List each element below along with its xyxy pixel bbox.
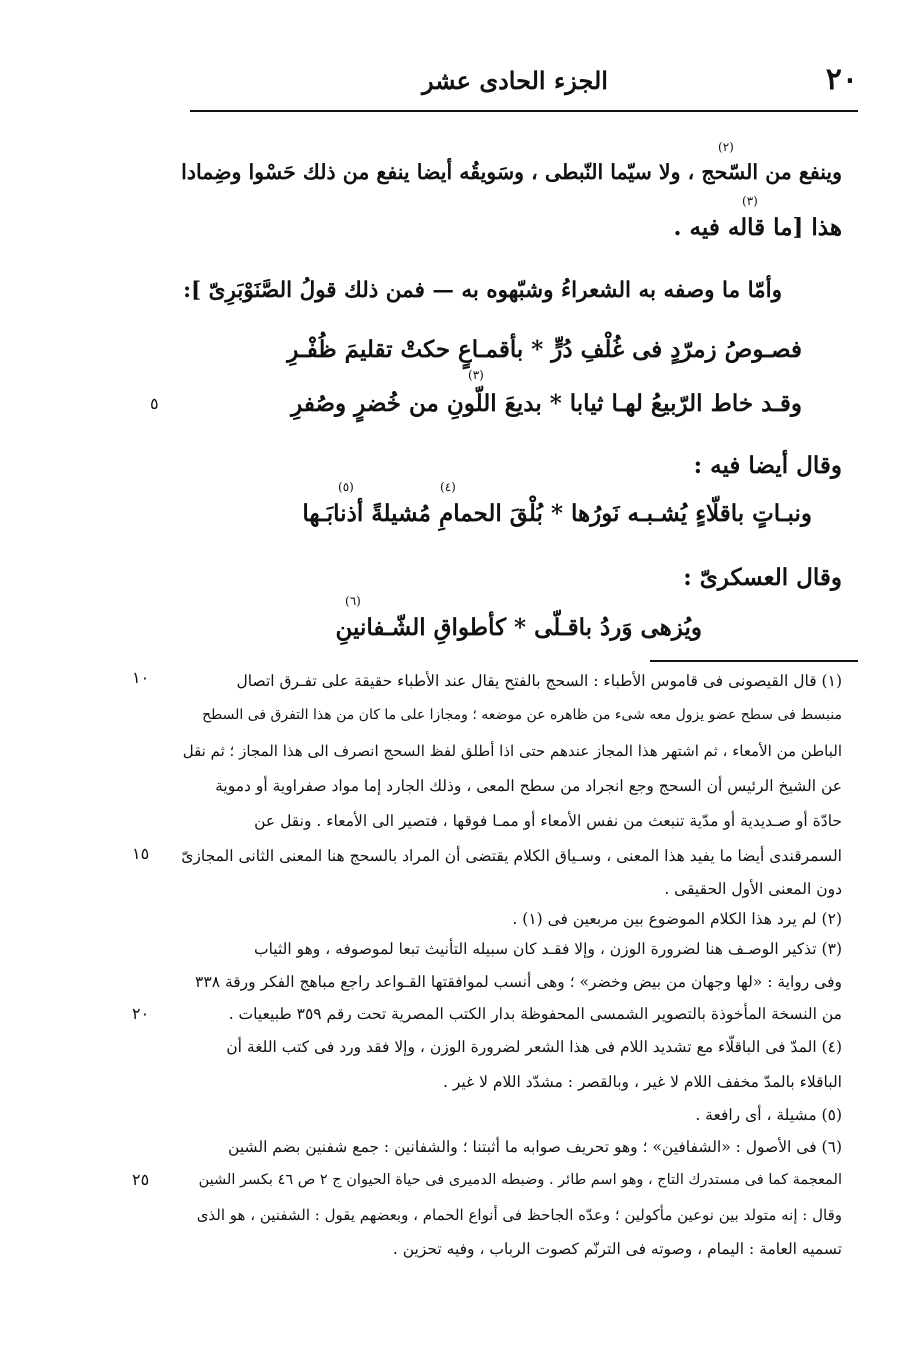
footnote-line: (٢) لم يرد هذا الكلام الموضوع بين مربعين فى (١) . bbox=[512, 910, 842, 928]
line-number: ١٠ bbox=[132, 668, 150, 687]
superscript-3-marker: (٣) bbox=[742, 194, 758, 208]
footnote-line: الباقلاء بالمدّ مخفف اللام لا غير ، وبالقصر : مشدّد اللام لا غير . bbox=[443, 1073, 842, 1091]
main-line-4: وقال أيضا فيه : bbox=[693, 452, 842, 479]
superscript-6: (٦) bbox=[345, 594, 361, 608]
superscript-2: (٢) bbox=[718, 140, 734, 154]
footnote-line: (٣) تذكير الوصـف هنا لضرورة الوزن ، وإلا فقـد كان سبيله التأنيث تبعا لموصوفه ، وهو الثياب bbox=[253, 940, 842, 958]
footnote-line: من النسخة المأخوذة بالتصوير الشمسى المحفوظة بدار الكتب المصرية تحت رقم ٣٥٩ طبيعيات . bbox=[228, 1005, 842, 1023]
superscript-3: (٣) bbox=[468, 368, 484, 382]
footnote-line: (٦) فى الأصول : «الشفافين» ؛ وهو تحريف صوابه ما أثبتنا ؛ والشفانين : جمع شفنين بضم الشين bbox=[228, 1138, 842, 1156]
footnote-line: عن الشيخ الرئيس أن السحج وجع انجراد من سطح المعى ، وذلك الجارد إما مواد صفراوية أو دموية bbox=[215, 777, 842, 795]
page-header bbox=[190, 62, 858, 102]
verse-2: وقـد خاط الرّبيعُ لهـا ثيابا * بديعَ اللّونِ من خُضرٍ وصُفرِ bbox=[291, 390, 802, 417]
footnote-line: الباطن من الأمعاء ، ثم اشتهر هذا المجاز عندهم حتى اذا أطلق لفظ السحج انصرف الى هذا المجاز ؛ ثم نقل bbox=[182, 742, 842, 760]
main-line-3: وأمّا ما وصفه به الشعراءُ وشبّهوه به — فمن ذلك قولُ الصَّنَوْبَرِىّ ]: bbox=[183, 278, 782, 303]
footnote-line: (٤) المدّ فى الباقلّاء مع تشديد اللام فى هذا الشعر لضرورة الوزن ، وإلا فقد ورد فى كتب اللغة أن bbox=[226, 1038, 842, 1056]
header-rule bbox=[190, 110, 858, 112]
footnote-line: وفى رواية : «لها وجهان من بيض وخضر» ؛ وهى أنسب لموافقتها القـواعد راجع مباهج الفكر ورقة ٣٣٨ bbox=[195, 973, 842, 991]
line-number: ١٥ bbox=[132, 844, 150, 863]
footnote-line: وقال : إنه متولد بين نوعين مأكولين ؛ وعدّه الجاحظ فى أنواع الحمام ، وبعضهم يقول : الشفنين ، هو الذى bbox=[196, 1206, 842, 1224]
running-title: الجزء الحادى عشر bbox=[422, 66, 608, 95]
superscript-5: (٥) bbox=[338, 480, 354, 494]
main-line-2: هذا [ما قاله فيه . bbox=[673, 214, 842, 241]
footnote-line: منبسط فى سطح عضو يزول معه شىء من ظاهره عن موضعه ؛ ومجازا على ما كان من هذا التفرق فى السطح bbox=[202, 707, 842, 723]
footnote-line: (٥) مشيلة ، أى رافعة . bbox=[695, 1106, 842, 1124]
footnote-line: (١) قال القيصونى فى قاموس الأطباء : السحج بالفتح يقال عند الأطباء حقيقة على تفـرق اتصال bbox=[236, 672, 842, 690]
footnote-line: المعجمة كما فى مستدرك التاج ، وهو اسم طائر . وضبطه الدميرى فى حياة الحيوان ج ٢ ص ٤٦ بكسر الشين bbox=[198, 1172, 842, 1188]
footnote-line: حادّة أو صـديدية أو مدّية تنبعث من نفس الأمعاء أو ممـا فوقها ، فتصير الى الأمعاء . ونقل عن bbox=[254, 812, 842, 830]
line-number: ٥ bbox=[150, 394, 159, 413]
page-number: ٢٠ bbox=[825, 62, 858, 97]
footnote-line: دون المعنى الأول الحقيقى . bbox=[664, 880, 842, 898]
verse-1: فصـوصُ زمرّدٍ فى غُلْفِ دُرٍّ * بأقمـاعٍ حكتْ تقليمَ ظُفْـرِ bbox=[287, 336, 802, 363]
line-number: ٢٥ bbox=[132, 1170, 150, 1189]
main-line-1: وينفع من السّحج ، ولا سيّما النّبطى ، وسَويقُه أيضا ينفع من ذلك حَسْوا وضِمادا bbox=[181, 160, 842, 184]
main-line-5: وقال العسكرىّ : bbox=[683, 564, 842, 591]
verse-3: ونبـاتٍ باقلّاءٍ يُشـبـه نَورُها * بُلْقَ الحمامِ مُشيلةً أذنابَـها bbox=[302, 500, 812, 527]
footnote-rule bbox=[650, 660, 858, 662]
line-number: ٢٠ bbox=[132, 1004, 150, 1023]
footnote-line: السمرقندى أيضا ما يفيد هذا المعنى ، وسـياق الكلام يقتضى أن المراد بالسحج هنا المعنى الثانى المجازىّ bbox=[181, 847, 842, 865]
footnote-line: تسميه العامة : اليمام ، وصوته فى الترنّم كصوت الرباب ، وفيه تحزين . bbox=[392, 1240, 842, 1258]
superscript-4: (٤) bbox=[440, 480, 456, 494]
verse-4: ويُزهى وَردُ باقـلّى * كأطواقِ الشّـفانينِ bbox=[335, 614, 702, 641]
